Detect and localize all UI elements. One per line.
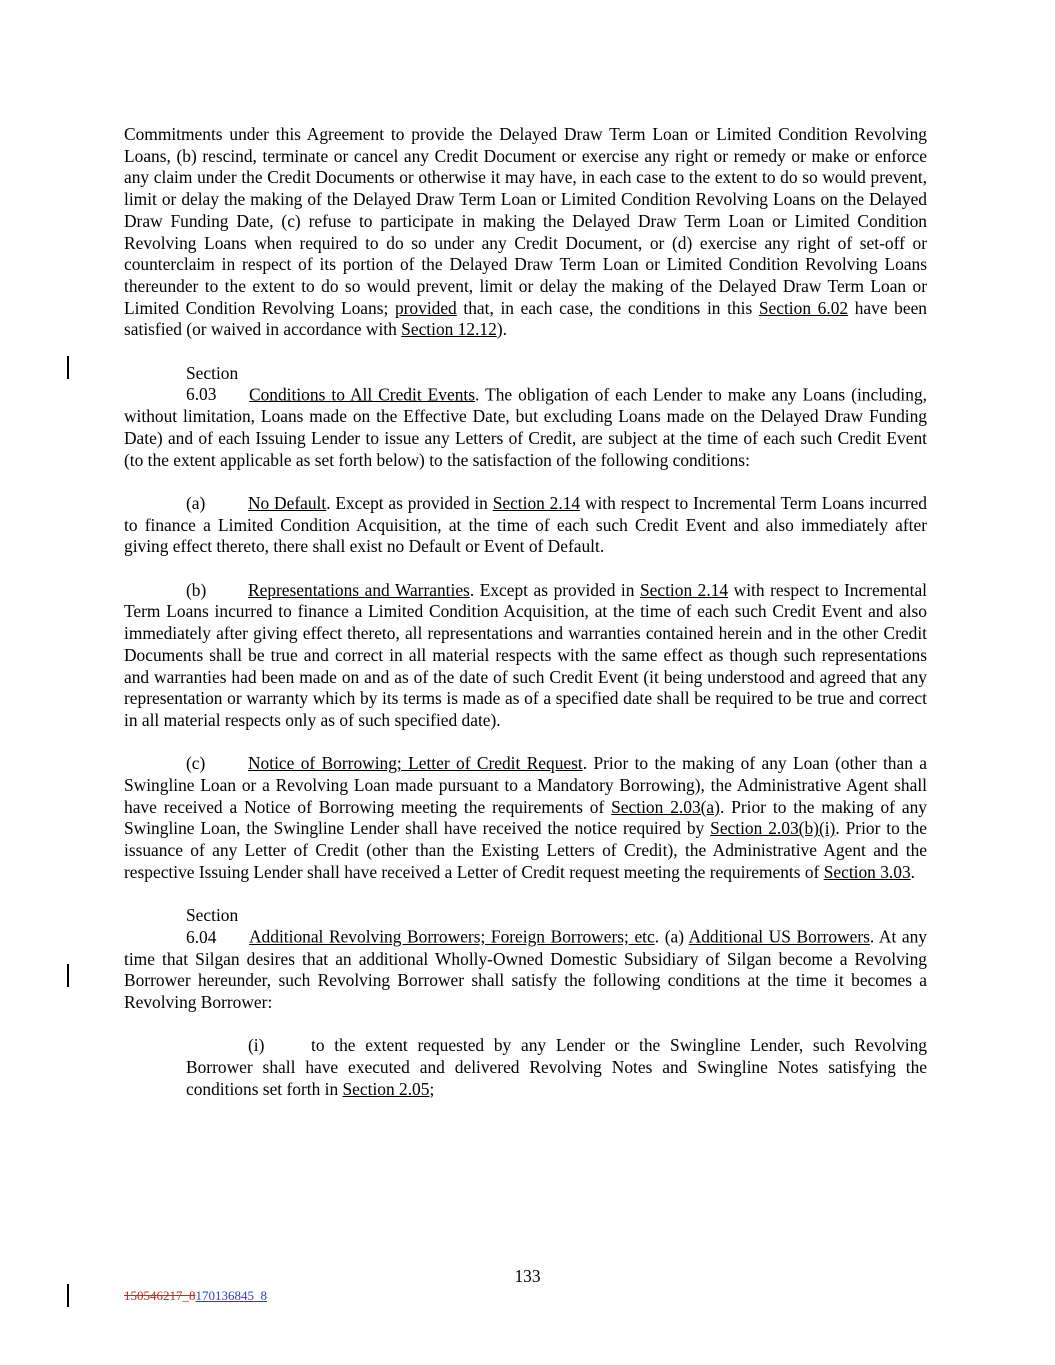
section-6-04: Section 6.04 Additional Revolving Borrowers; Foreign Borrowers; etc. (a) Additional US Borrowers. At any time that Silgan desires that an additional Wholly-Owned Domestic Subsidiary of Silgan become a Revolving Borrower hereunder, such Revolving Borrower shall satisfy the following conditions at the time it becomes a Revolving Borrower: xyxy=(124,905,927,1013)
document-id-inserted: 170136845_8 xyxy=(195,1288,267,1303)
document-body xyxy=(124,124,927,1122)
section-reference: Section 3.03 xyxy=(823,861,911,882)
section-reference: Section 6.02 xyxy=(758,297,849,318)
clause-label: (b) xyxy=(186,579,207,600)
section-number: Section 6.03 xyxy=(186,362,239,405)
section-reference: Section 2.03(a) xyxy=(611,796,720,817)
paragraph-continuation: Commitments under this Agreement to provide the Delayed Draw Term Loan or Limited Condition Revolving Loans, (b) rescind, terminate or cancel any Credit Document or exercise any right or remedy or make or enforce any claim under the Credit Documents or otherwise it may have, in each case to the extent to do so would prevent, limit or delay the making of the Delayed Draw Term Loan or Limited Condition Revolving Loans on the Delayed Draw Funding Date, (c) refuse to participate in making the Delayed Draw Term Loan or Limited Condition Revolving Loans when required to do so under any Credit Document, or (d) exercise any right of set-off or counterclaim in respect of its portion of the Delayed Draw Term Loan or Limited Condition Revolving Loans thereunder to the extent to do so would prevent, limit or delay the making of the Delayed Draw Term Loan or Limited Condition Revolving Loans; provided that, in each case, the conditions in this Section 6.02 have been satisfied (or waived in accordance with Section 12.12). xyxy=(124,124,928,340)
clause-heading: Representations and Warranties xyxy=(248,579,470,600)
clause-c-notice-of-borrowing: (c) Notice of Borrowing; Letter of Credit Request. Prior to the making of any Loan (other than a Swingline Loan or a Revolving Loan made pursuant to a Mandatory Borrowing), the Administrative Agent shall have received a Notice of Borrowing meeting the requirements of Section 2.03(a). Prior to the making of any Swingline Loan, the Swingline Lender shall have received the notice required by Section 2.03(b)(i). Prior to the issuance of any Letter of Credit (other than the Existing Letters of Credit), the Administrative Agent and the respective Issuing Lender shall have received a Letter of Credit request meeting the requirements of Section 3.03. xyxy=(124,753,927,882)
clause-heading: Notice of Borrowing; Letter of Credit Request xyxy=(248,753,583,774)
change-bar xyxy=(67,356,69,379)
section-number: Section 6.04 xyxy=(186,905,239,947)
section-heading: Conditions to All Credit Events xyxy=(249,384,476,405)
section-6-03: Section 6.03 Conditions to All Credit Events. The obligation of each Lender to make any Loans (including, without limitation, Loans made on the Effective Date, but excluding Loans made on the Delayed Draw Funding Date) and of each Issuing Lender to issue any Letters of Credit, are subject at the time of each such Credit Event (to the extent applicable as set forth below) to the satisfaction of the following conditions: xyxy=(124,362,927,470)
page-number: 133 xyxy=(514,1266,541,1286)
item-i: (i) to the extent requested by any Lender or the Swingline Lender, such Revolving Borrower shall have executed and delivered Revolving Notes and Swingline Notes satisfying the conditions set forth in Section 2.05; xyxy=(186,1035,927,1099)
change-bar xyxy=(67,1284,69,1307)
document-id-deleted: 150546217_8 xyxy=(124,1288,196,1303)
clause-a-no-default: (a) No Default. Except as provided in Section 2.14 with respect to Incremental Term Loans incurred to finance a Limited Condition Acquisition, at the time of each such Credit Event and also immediately after giving effect thereto, there shall exist no Default or Event of Default. xyxy=(124,492,928,557)
clause-heading: No Default xyxy=(248,492,327,513)
document-id xyxy=(124,1288,267,1304)
provided-term: provided xyxy=(394,297,457,318)
clause-label: (c) xyxy=(186,753,206,774)
subsection-heading: Additional US Borrowers xyxy=(688,926,870,947)
clause-label: (a) xyxy=(186,492,206,513)
section-reference: Section 2.03(b)(i) xyxy=(710,818,836,839)
section-reference: Section 12.12 xyxy=(401,319,497,340)
section-heading: Additional Revolving Borrowers; Foreign Borrowers; etc xyxy=(249,926,655,947)
clause-b-representations: (b) Representations and Warranties. Except as provided in Section 2.14 with respect to Incremental Term Loans incurred to finance a Limited Condition Acquisition, at the time of each such Credit Event and also immediately after giving effect thereto, all representations and warranties contained herein and in the other Credit Documents shall be true and correct in all material respects with the same effect as though such representations and warranties had been made on and as of the date of such Credit Event (it being understood and agreed that any representation or warranty which by its terms is made as of a specified date shall be required to be true and correct in all material respects only as of such specified date). xyxy=(124,579,927,730)
section-reference: Section 2.14 xyxy=(639,579,729,600)
section-reference: Section 2.05 xyxy=(342,1078,430,1099)
section-reference: Section 2.14 xyxy=(492,492,581,513)
change-bar xyxy=(67,964,69,987)
item-label: (i) xyxy=(248,1035,265,1056)
